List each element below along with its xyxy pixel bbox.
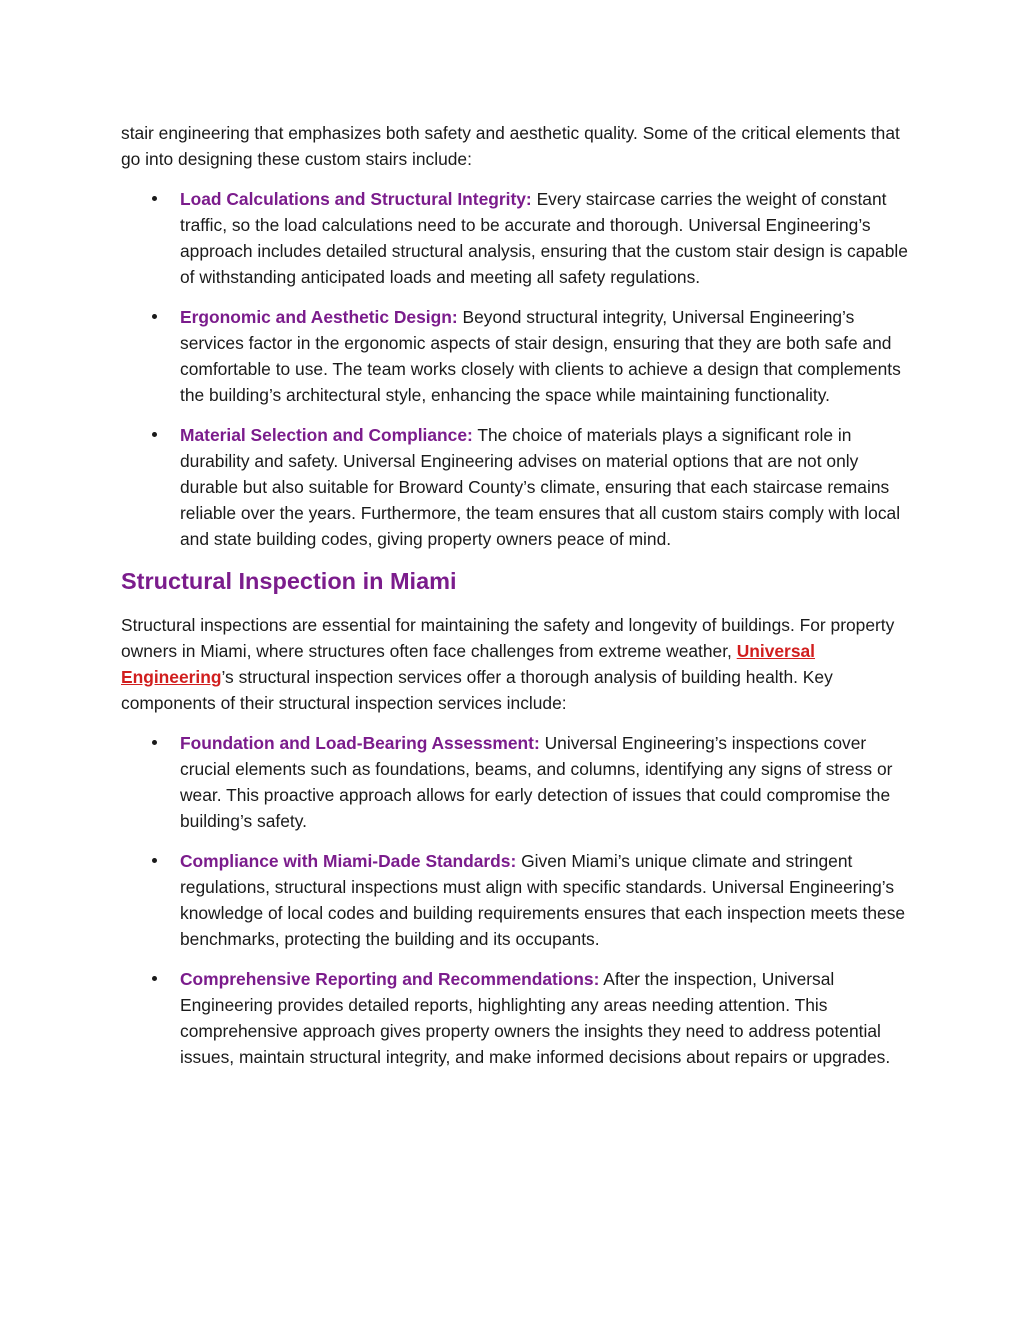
list-item-term: Material Selection and Compliance:	[180, 425, 473, 445]
list-item-text: After the inspection, Universal Engineering provides detailed reports, highlighting any areas needing attention. This comprehensive approach gives property owners the insights they need to address potential issues, maintain structural integrity, and make informed decisions about repairs or upgrades.	[180, 969, 891, 1067]
list-item-term: Foundation and Load-Bearing Assessment:	[180, 733, 540, 753]
list-item-text: Beyond structural integrity, Universal Engineering’s services factor in the ergonomic aspects of stair design, ensuring that they are both safe and comfortable to use. The team works closely with clients to achieve a design that complements the building’s architectural style, enhancing the space while maintaining functionality.	[180, 307, 901, 405]
list-item	[121, 730, 911, 834]
list-item-term: Ergonomic and Aesthetic Design:	[180, 307, 458, 327]
list-item-term: Compliance with Miami-Dade Standards:	[180, 851, 517, 871]
bullet-icon	[152, 858, 157, 863]
paragraph-text-after-link: ’s structural inspection services offer a thorough analysis of building health. Key components of their structural inspection services include:	[121, 667, 833, 713]
bullet-icon	[152, 976, 157, 981]
bullet-icon	[152, 314, 157, 319]
paragraph-text-before-link: Structural inspections are essential for maintaining the safety and longevity of buildings. For property owners in Miami, where structures often face challenges from extreme weather,	[121, 615, 895, 661]
stair-elements-list	[121, 186, 911, 552]
list-item-term: Load Calculations and Structural Integrity:	[180, 189, 532, 209]
intro-paragraph: stair engineering that emphasizes both safety and aesthetic quality. Some of the critical elements that go into designing these custom stairs include:	[121, 123, 900, 169]
list-item-term: Comprehensive Reporting and Recommendations:	[180, 969, 600, 989]
bullet-icon	[152, 740, 157, 745]
list-item	[121, 848, 911, 952]
list-item	[121, 422, 911, 552]
section-heading: Structural Inspection in Miami	[121, 568, 457, 594]
page-content	[121, 120, 911, 1070]
list-item-text: The choice of materials plays a significant role in durability and safety. Universal Engineering advises on material options that are not only durable but also suitable for Broward County’s climate, ensuring that each staircase remains reliable over the years. Furthermore, the team ensures that all custom stairs comply with local and state building codes, giving property owners peace of mind.	[180, 425, 901, 549]
universal-engineering-link[interactable]: Universal Engineering	[121, 641, 816, 687]
bullet-icon	[152, 196, 157, 201]
list-item-text: Every staircase carries the weight of constant traffic, so the load calculations need to be accurate and thorough. Universal Engineering’s approach includes detailed structural analysis, ensuring that the custom stair design is capable of withstanding anticipated loads and meeting all safety regulations.	[180, 189, 908, 287]
list-item	[121, 186, 911, 290]
section-paragraph	[121, 612, 911, 716]
list-item-text: Given Miami’s unique climate and stringent regulations, structural inspections must align with specific standards. Universal Engineering’s knowledge of local codes and building requirements ensures that each inspection meets these benchmarks, protecting the building and its occupants.	[180, 851, 906, 949]
inspection-components-list	[121, 730, 911, 1070]
bullet-icon	[152, 432, 157, 437]
list-item	[121, 966, 911, 1070]
list-item	[121, 304, 911, 408]
list-item-text: Universal Engineering’s inspections cover crucial elements such as foundations, beams, and columns, identifying any signs of stress or wear. This proactive approach allows for early detection of issues that could compromise the building’s safety.	[180, 733, 893, 831]
